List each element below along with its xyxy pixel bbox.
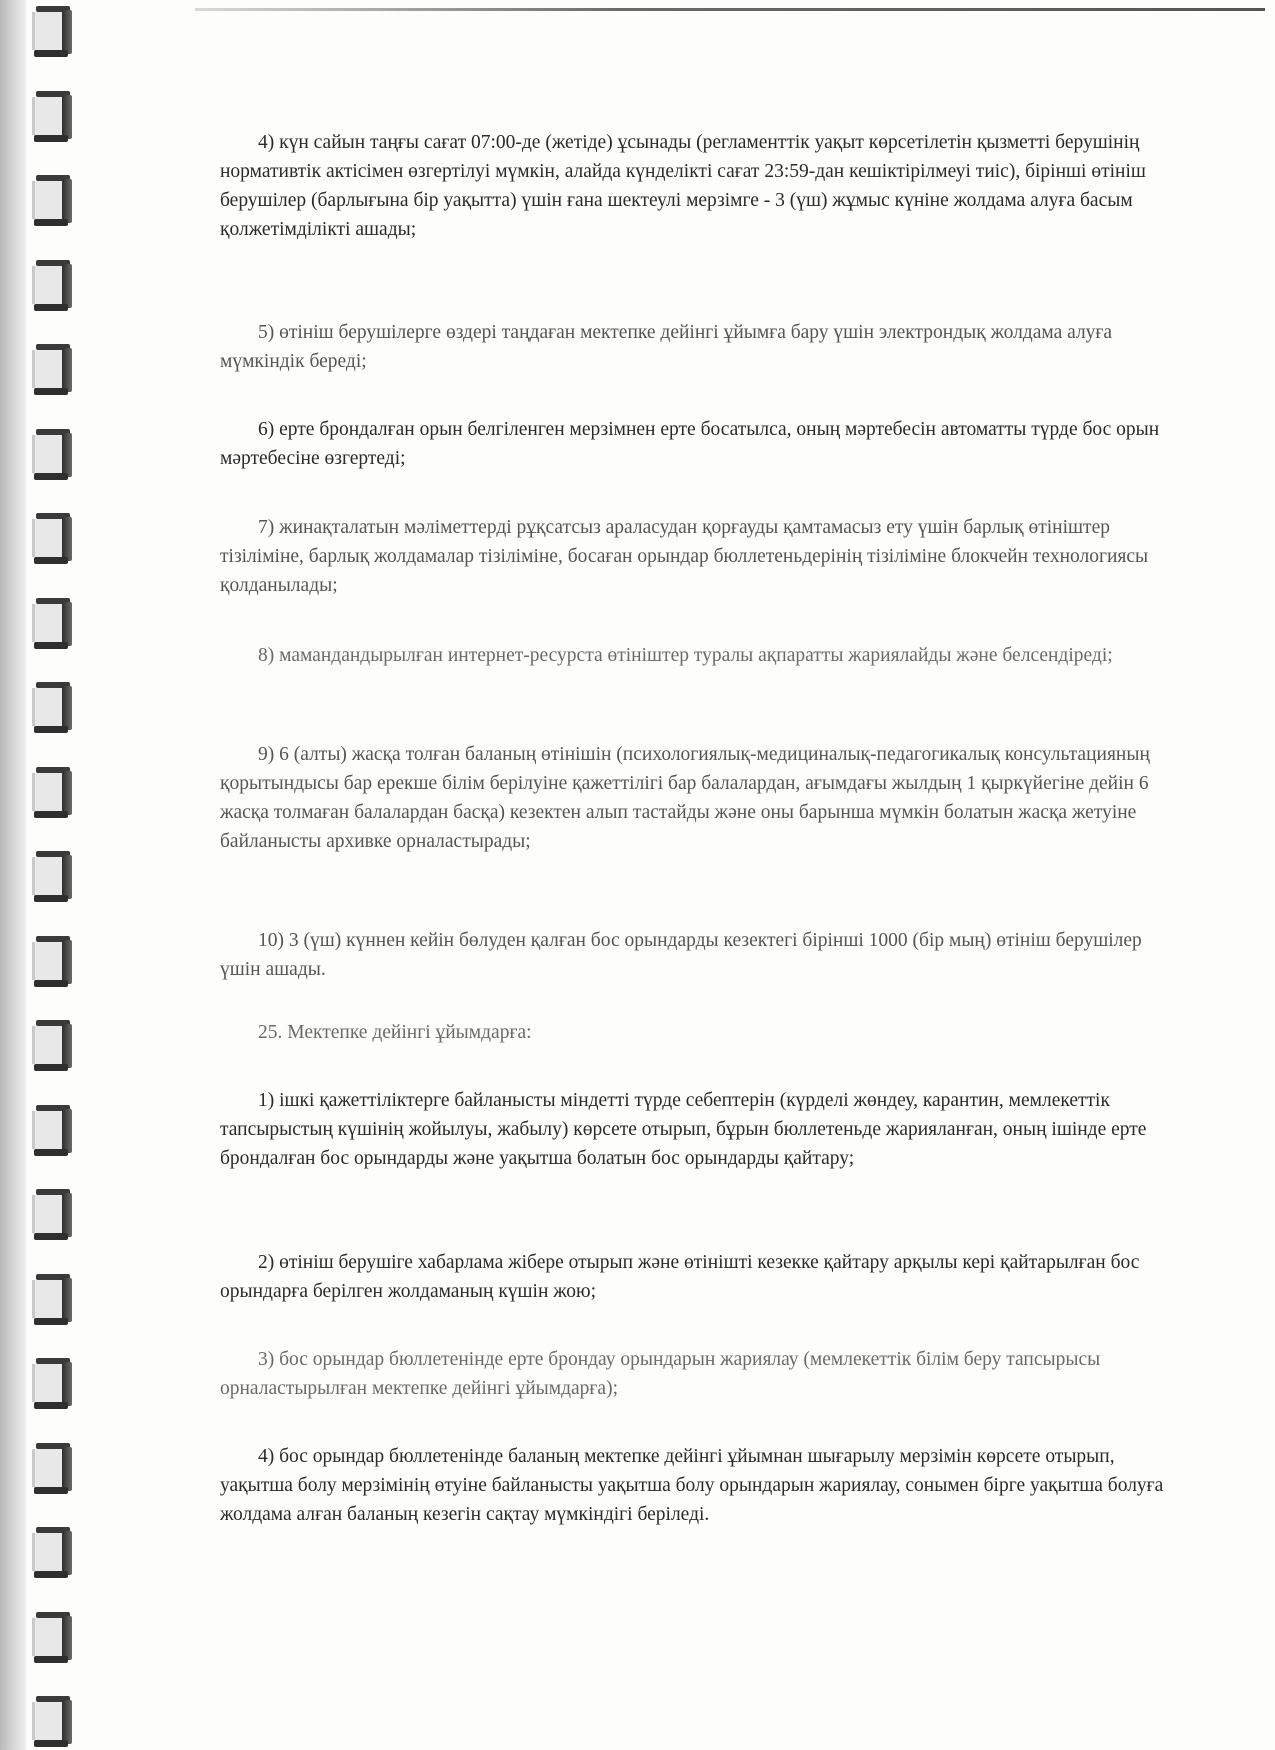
paragraph-item-2: 2) өтініш берушіге хабарлама жібере отырып және өтінішті кезекке қайтару арқылы кері қайтарылған бос орындарға берілген жолдаманың күшін жою; [220,1252,1140,1302]
binding-ring [14,682,78,736]
binding-ring [14,1274,78,1328]
ring-hole [32,12,63,50]
binding-ring [14,1696,78,1750]
binding-ring [14,598,78,652]
ring-side [62,602,72,646]
ring-hole [32,97,63,135]
paragraph-item-4: 4) күн сайын таңғы сағат 07:00-де (жетіде) ұсынады (регламенттік уақыт көрсетілетін қызметті берушінің нормативтік актісімен өзгертілуі мүмкін, алайда күнделікті сағат 23:59-дан кешіктірілмеуі тиіс), бірінші өтініш берушілер (барлығына бір уақытта) үшін ғана шектеулі мерзімге - 3 (үш) жұмыс күніне жолдама алуға басым қолжетімділікті ашады; [220,132,1146,240]
ring-side [62,10,72,54]
ring-hole [32,942,63,980]
ring-side [62,517,72,561]
ring-hole [32,1280,63,1318]
ring-bottom [34,642,68,649]
binding-ring [14,1612,78,1666]
ring-hole [32,773,63,811]
ring-side [62,686,72,730]
section-heading-25: 25. Мектепке дейінгі ұйымдарға: [258,1022,532,1043]
binding-ring [14,1020,78,1074]
ring-bottom [34,304,68,311]
ring-bottom [34,135,68,142]
ring-side [62,1278,72,1322]
paragraph-item-3: 3) бос орындар бюллетенінде ерте брондау орындарын жариялау (мемлекеттік білім беру тапсырысы орналастырылған мектепке дейінгі ұйымдарға); [220,1349,1101,1399]
binding-ring [14,1105,78,1159]
paragraph-item-8: 8) мамандандырылған интернет-ресурста өтініштер туралы ақпаратты жариялайды және белсендіреді; [258,645,1113,666]
ring-hole [32,1111,63,1149]
binding-ring [14,6,78,60]
ring-bottom [34,473,68,480]
ring-side [62,95,72,139]
binding-ring [14,1189,78,1243]
ring-bottom [34,1064,68,1071]
binding-ring [14,175,78,229]
ring-hole [32,1702,63,1740]
ring-hole [32,688,63,726]
ring-bottom [34,1571,68,1578]
binding-ring [14,1527,78,1581]
ring-hole [32,604,63,642]
ring-bottom [34,726,68,733]
ring-bottom [34,219,68,226]
ring-side [62,1362,72,1406]
ring-side [62,179,72,223]
ring-bottom [34,557,68,564]
binding-ring [14,851,78,905]
binding-ring [14,429,78,483]
binding-ring [14,344,78,398]
ring-side [62,1616,72,1660]
ring-hole [32,1618,63,1656]
ring-side [62,771,72,815]
ring-bottom [34,1402,68,1409]
ring-hole [32,266,63,304]
ring-hole [32,1449,63,1487]
binding-ring [14,1443,78,1497]
paragraph-item-9: 9) 6 (алты) жасқа толған баланың өтінішін (психологиялық-медициналық-педагогикалық консультацияның қорытындысы бар ерекше білім берілуіне қажеттілігі бар балалардан, ағымдағы жылдың 1 қыркүйегіне дейін 6 жасқа толмаған балалардан басқа) кезектен алып тастайды және оны барынша мүмкін болатын жасқа жетуіне байланысты архивке орналастырады; [220,744,1150,852]
ring-side [62,1193,72,1237]
ring-side [62,1700,72,1744]
ring-hole [32,350,63,388]
ring-hole [32,181,63,219]
ring-side [62,264,72,308]
ring-bottom [34,895,68,902]
ring-side [62,1447,72,1491]
ring-bottom [34,1318,68,1325]
ring-side [62,348,72,392]
spiral-binding [0,0,80,1750]
paragraph-item-6: 6) ерте брондалған орын белгіленген мерзімнен ерте босатылса, оның мәртебесін автоматты түрде бос орын мәртебесіне өзгертеді; [220,419,1160,469]
ring-hole [32,1026,63,1064]
binding-ring [14,936,78,990]
paragraph-item-4b: 4) бос орындар бюллетенінде баланың мектепке дейінгі ұйымнан шығарылу мерзімін көрсете отырып, уақытша болу мерзімінің өтуіне байланысты уақытша болу орындарын жариялау, сонымен бірге уақытша болуға жолдама алған баланың кезегін сақтау мүмкіндігі беріледі. [220,1446,1164,1525]
paragraph-item-5: 5) өтініш берушілерге өздері таңдаған мектепке дейінгі ұйымға бару үшін электрондық жолдама алуға мүмкіндік береді; [220,322,1113,372]
binding-ring [14,1358,78,1412]
ring-bottom [34,1149,68,1156]
ring-hole [32,435,63,473]
ring-side [62,940,72,984]
ring-bottom [34,1740,68,1747]
ring-hole [32,857,63,895]
binding-ring [14,767,78,821]
ring-side [62,1531,72,1575]
ring-side [62,433,72,477]
ring-bottom [34,980,68,987]
paragraph-item-7: 7) жинақталатын мәліметтерді рұқсатсыз араласудан қорғауды қамтамасыз ету үшін барлық өтініштер тізіліміне, барлық жолдамалар тізіліміне, босаған орындар бюллетеньдерінің тізіліміне блокчейн технологиясы қолданылады; [220,517,1149,596]
ring-hole [32,1533,63,1571]
binding-ring [14,513,78,567]
ring-hole [32,1364,63,1402]
ring-side [62,1109,72,1153]
ring-bottom [34,50,68,57]
binding-ring [14,91,78,145]
ring-hole [32,1195,63,1233]
paragraph-item-1: 1) ішкі қажеттіліктерге байланысты міндетті түрде себептерін (күрделі жөндеу, карантин, мемлекеттік тапсырыстың күшінің жойылуы, жабылу) көрсете отырып, бұрын бюллетеньде жарияланған, оның ішінде ерте брондалған бос орындарды және уақытша болатын бос орындарды қайтару; [220,1090,1147,1169]
ring-bottom [34,1656,68,1663]
binding-ring [14,260,78,314]
page-top-edge [195,8,1265,11]
ring-bottom [34,1233,68,1240]
ring-bottom [34,811,68,818]
ring-side [62,855,72,899]
ring-side [62,1024,72,1068]
ring-bottom [34,388,68,395]
paragraph-item-10: 10) 3 (үш) күннен кейін бөлуден қалған бос орындарды кезектегі бірінші 1000 (бір мың) өтініш берушілер үшін ашады. [220,930,1142,980]
ring-hole [32,519,63,557]
ring-bottom [34,1487,68,1494]
